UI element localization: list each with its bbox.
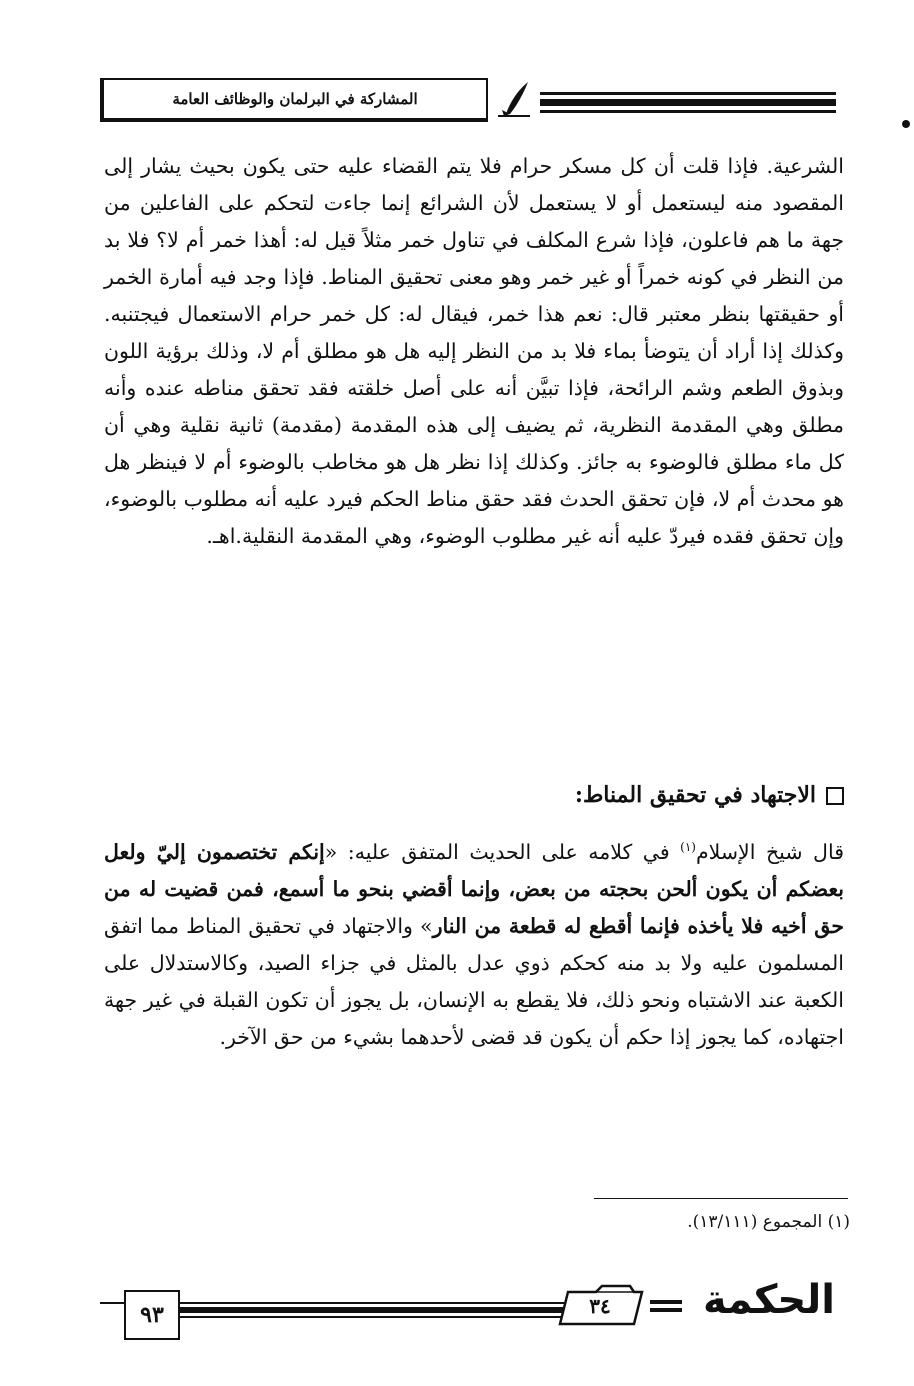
- section-heading: [244, 782, 844, 808]
- header-rule-lines: [540, 90, 836, 116]
- footnote: (١) المجموع (١٣/١١١).: [687, 1212, 850, 1232]
- hadith-quote: إنكم تختصمون إليّ ولعل بعضكم أن يكون ألحن بحجته من بعض، وإنما أقضي بنحو ما أسمع، فمن قضيت له من حق أخيه فلا يأخذه فإنما أقطع له قطعة من النار: [104, 840, 845, 938]
- footnote-reference: (١): [680, 840, 696, 855]
- paragraph2-rest: » والاجتهاد في تحقيق المناط مما اتفق المسلمون عليه ولا بد منه كحكم ذوي عدل بالمثل في جزاء الصيد، وكالاستدلال على الكعبة عند الاشتباه ونحو ذلك، فلا يقطع به الإنسان، بل يجوز أن تكون القبلة في غير جهة اجتهاده، كما يجوز إذا حكم أن يكون قد قضى لأحدهما بشيء من حق الآخر.: [104, 914, 844, 1049]
- magazine-logo: الحكمة: [703, 1277, 835, 1323]
- page-number: ٩٣: [124, 1290, 180, 1340]
- margin-dot: [902, 120, 910, 128]
- running-header-title: المشاركة في البرلمان والوظائف العامة: [100, 78, 488, 122]
- square-bullet-icon: [826, 787, 844, 805]
- quill-icon: [492, 78, 536, 122]
- paragraph2-lead: في كلامه على الحديث المتفق عليه: «: [324, 840, 681, 864]
- paragraph2-intro: قال شيخ الإسلام: [695, 840, 844, 864]
- body-paragraph-1: الشرعية. فإذا قلت أن كل مسكر حرام فلا يتم القضاء عليه حتى يكون بحيث يشار إلى المقصود منه ليستعمل أو لا يستعمل لأن الشرائع إنما جاءت لتحكم على الفاعلين من جهة ما هم فاعلون، فإذا شرع المكلف في تناول خمر مثلاً قيل له: أهذا خمر أم لا؟ فلا بد من النظر في كونه خمراً أو غير خمر وهو معنى تحقيق المناط. فإذا وجد فيه أمارة الخمر أو حقيقتها بنظر معتبر قال: نعم هذا خمر، فيقال له: كل خمر حرام الاستعمال فيجتنبه. وكذلك إذا أراد أن يتوضأ بماء فلا بد من النظر إليه هل هو مطلق أم لا، وذلك برؤية اللون وبذوق الطعم وشم الرائحة، فإذا تبيَّن أنه على أصل خلقته فقد تحقق مناطه عنده وأنه مطلق وهي المقدمة النظرية، ثم يضيف إلى هذه المقدمة (مقدمة) ثانية نقلية وهي أن كل ماء مطلق فالوضوء به جائز. وكذلك إذا نظر هل هو مخاطب بالوضوء أم لا فينظر هل هو محدث أم لا، فإن تحقق الحدث فقد حقق مناط الحكم فيرد عليه أنه مطلوب بالوضوء، وإن تحقق فقده فيردّ عليه أنه غير مطلوب الوضوء، وهي المقدمة النقلية.اهـ.: [104, 154, 844, 548]
- issue-number: ٣٤: [589, 1294, 611, 1318]
- body-paragraph-2: [104, 834, 844, 1056]
- double-bar-separator: [650, 1296, 682, 1316]
- footnote-separator: [594, 1198, 848, 1199]
- section-heading-text: الاجتهاد في تحقيق المناط:: [574, 782, 816, 808]
